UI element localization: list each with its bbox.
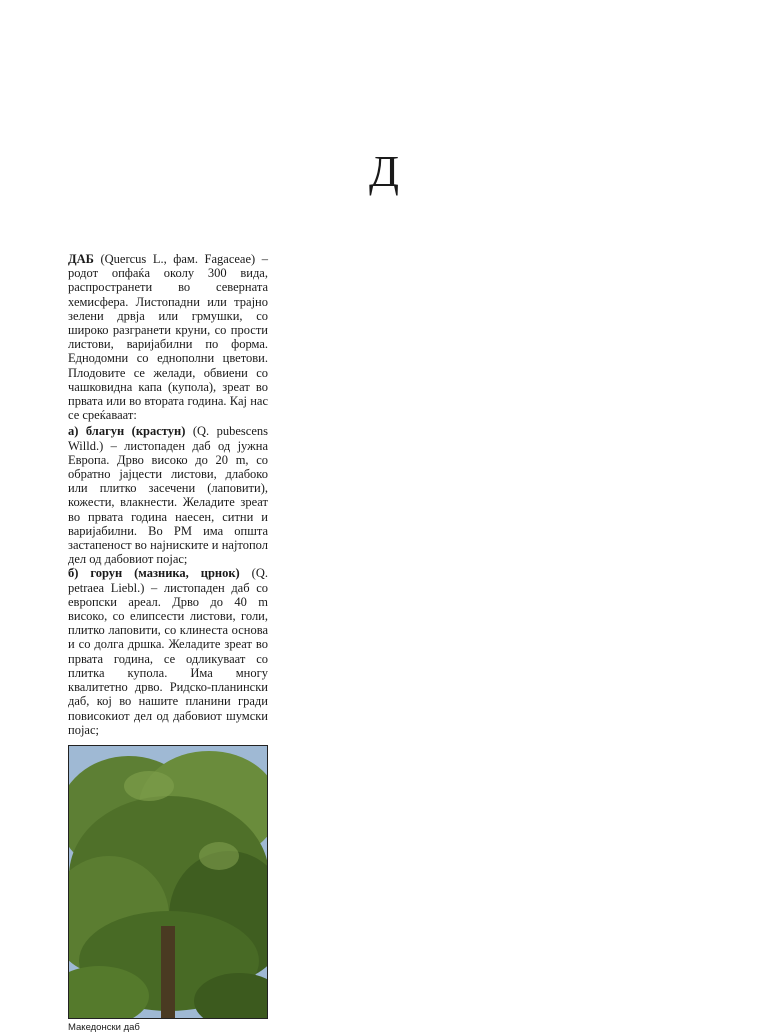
- entry-gorun: [68, 566, 268, 736]
- oak-tree-photo: [68, 745, 268, 1019]
- entry-headword: ДАБ: [68, 252, 94, 266]
- entry-dab: [68, 252, 268, 422]
- entry-text: (Q. petraea Liebl.) – листопаден даб со европски ареал. Дрво до 40 m високо, со елипсести листови, голи, плитко лаповити, со клинеста основа и со долга дршка. Желадите зреат во првата година, се одликуваат со плитка купола. Има многу квалитетно дрво. Ридско-планински даб, кој во нашите планини гради повисокиот дел од дабовиот шумски појас;: [68, 566, 268, 737]
- column-1: [68, 252, 268, 1033]
- entry-text: (Quercus L., фам. Fagaceae) – родот опфаќа околу 300 вида, распространети во северната хемисфера. Листопадни или трајно зелени дрвја или грмушки, со широко разгранети круни, со прости листови, варијабилни по форма. Еднодомни со еднополни цветови. Плодовите се желади, обвиени со чашковидна капа (купола), зреат во првата или во втората година. Кај нас се среќаваат:: [68, 252, 268, 423]
- entry-blagun: [68, 424, 268, 566]
- entry-text: (Q. pubescens Willd.) – листопаден даб од јужна Европа. Дрво високо до 20 m, со обратно јајцести листови, длабоко или плитко засечени (лаповити), кожести, влакнести. Желадите зреат во првата година наесен, ситни и варијабилни. Во РМ има општа застапеност во најниските и најтопол дел од дабовиот појас;: [68, 424, 268, 567]
- entry-subhead: а) благун (крастун): [68, 424, 186, 439]
- entry-subhead: б) горун (мазника, црнок): [68, 566, 240, 581]
- page-letter-heading: Д: [368, 147, 399, 196]
- photo-caption: Македонски даб: [68, 1021, 140, 1033]
